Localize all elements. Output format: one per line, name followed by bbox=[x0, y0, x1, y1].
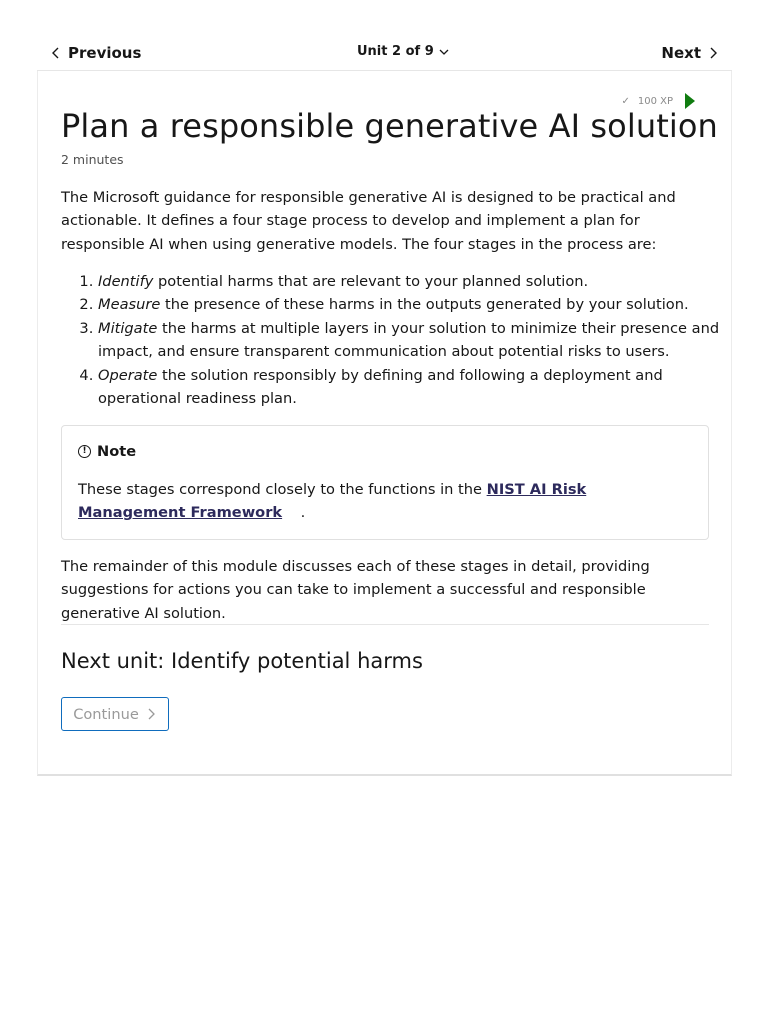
xp-label: 100 XP bbox=[637, 95, 673, 107]
unit-navigation-bar bbox=[37, 36, 732, 71]
section-divider bbox=[61, 624, 709, 625]
previous-label: Previous bbox=[68, 44, 142, 62]
next-label: Next bbox=[661, 44, 701, 62]
unit-duration: 2 minutes bbox=[61, 152, 124, 167]
intro-paragraph: The Microsoft guidance for responsible generative AI is designed to be practical and actionable. It defines a four stage process to develop and implement a plan for responsible AI when using generative models. The four stages in the process are: bbox=[61, 189, 676, 253]
page-title: Plan a responsible generative AI solution bbox=[61, 107, 718, 145]
note-text bbox=[78, 478, 678, 525]
unit-content-card bbox=[37, 71, 732, 776]
check-icon: ✓ bbox=[621, 95, 630, 107]
note-heading: Note bbox=[97, 443, 137, 460]
stage-text: the harms at multiple layers in your solution to minimize their presence and impact, and ensure transparent communication about potential risks to users. bbox=[98, 319, 720, 361]
list-item bbox=[98, 270, 738, 293]
continue-button[interactable] bbox=[61, 697, 169, 731]
list-item bbox=[98, 364, 738, 411]
next-unit-heading: Next unit: Identify potential harms bbox=[61, 649, 423, 673]
note-header bbox=[78, 443, 136, 460]
note-text-before: These stages correspond closely to the functions in the bbox=[78, 481, 487, 498]
continue-label: Continue bbox=[73, 705, 139, 723]
chevron-left-icon bbox=[50, 46, 62, 60]
stage-list bbox=[61, 270, 738, 410]
chevron-down-icon bbox=[438, 45, 450, 59]
stage-text: potential harms that are relevant to your planned solution. bbox=[153, 273, 589, 290]
unit-position-label: Unit 2 of 9 bbox=[357, 44, 434, 59]
list-item bbox=[98, 317, 738, 364]
list-item bbox=[98, 293, 738, 316]
next-unit-link[interactable] bbox=[661, 44, 719, 62]
nist-framework-link[interactable]: NIST AI Risk Management Framework bbox=[78, 481, 587, 522]
unit-selector-dropdown[interactable] bbox=[357, 44, 450, 59]
note-callout bbox=[61, 425, 709, 540]
chevron-right-icon bbox=[145, 707, 157, 721]
chevron-right-icon bbox=[707, 46, 719, 60]
stage-verb: Measure bbox=[98, 296, 161, 314]
stage-verb: Mitigate bbox=[98, 319, 158, 337]
closing-paragraph: The remainder of this module discusses each of these stages in detail, providing suggestions for actions you can take to implement a successful and responsible generative AI solution. bbox=[61, 558, 650, 622]
stage-text: the solution responsibly by defining and following a deployment and operational readiness plan. bbox=[98, 366, 663, 408]
stage-verb: Operate bbox=[98, 366, 158, 384]
previous-unit-link[interactable] bbox=[50, 44, 141, 62]
stage-text: the presence of these harms in the outputs generated by your solution. bbox=[160, 296, 689, 314]
note-text-after: . bbox=[300, 504, 306, 522]
stage-verb: Identify bbox=[98, 273, 154, 290]
info-icon: ! bbox=[78, 445, 91, 458]
